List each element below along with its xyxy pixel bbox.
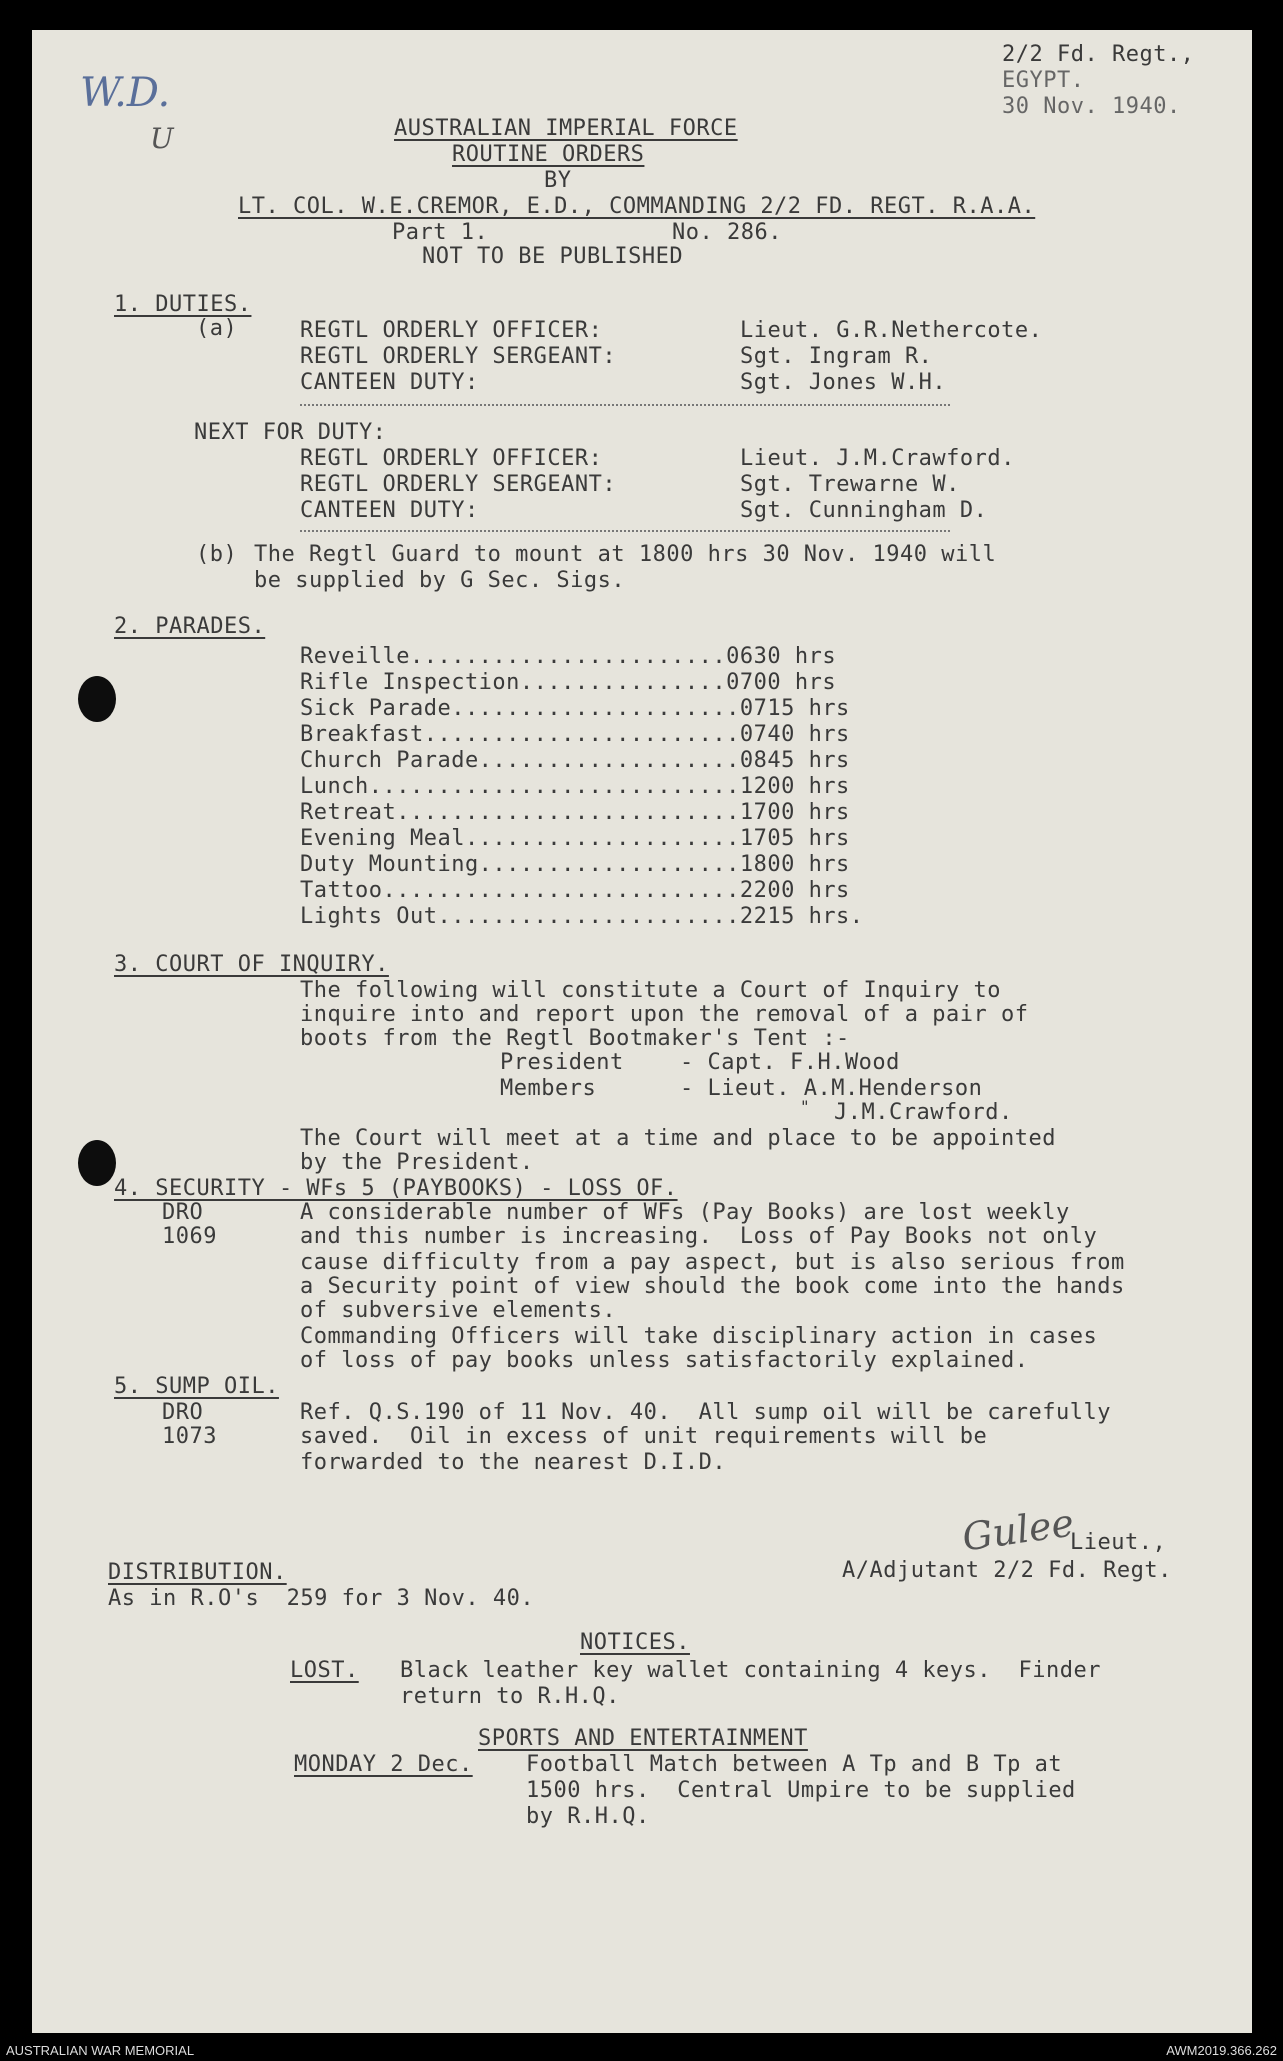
signature-scrawl: Gulee: [959, 1500, 1077, 1560]
title-orders: ROUTINE ORDERS: [452, 142, 645, 167]
title-commanding: LT. COL. W.E.CREMOR, E.D., COMMANDING 2/2 FD. REGT. R.A.A.: [238, 194, 1036, 219]
title-number: No. 286.: [672, 220, 782, 245]
notice-lost-line: return to R.H.Q.: [400, 1684, 620, 1709]
sports-heading: SPORTS AND ENTERTAINMENT: [478, 1726, 808, 1751]
parade-row: Tattoo..........................2200 hrs: [300, 878, 850, 903]
security-ref: 1069: [162, 1224, 217, 1249]
duty-label: REGTL ORDERLY OFFICER:: [300, 318, 603, 343]
security-line: of subversive elements.: [300, 1298, 617, 1323]
duty-label: REGTL ORDERLY OFFICER:: [300, 446, 603, 471]
parade-row: Church Parade...................0845 hrs: [300, 748, 850, 773]
section-sump-heading: 5. SUMP OIL.: [114, 1374, 279, 1399]
inquiry-line: The following will constitute a Court of Inquiry to: [300, 978, 1002, 1003]
parade-row: Lights Out......................2215 hrs.: [300, 904, 864, 929]
duty-label: REGTL ORDERLY SERGEANT:: [300, 344, 617, 369]
sump-line: forwarded to the nearest D.I.D.: [300, 1450, 727, 1475]
parade-row: Sick Parade.....................0715 hrs: [300, 696, 850, 721]
parade-row: Reveille.......................0630 hrs: [300, 644, 837, 669]
sports-line: 1500 hrs. Central Umpire to be supplied: [526, 1778, 1076, 1803]
sump-ref: 1073: [162, 1424, 217, 1449]
punch-hole: [78, 676, 116, 722]
inquiry-line: inquire into and report upon the removal of a pair of: [300, 1002, 1029, 1027]
header-place: EGYPT.: [1002, 68, 1085, 93]
sump-line: Ref. Q.S.190 of 11 Nov. 40. All sump oil will be carefully: [300, 1400, 1111, 1425]
duties-b-line: The Regtl Guard to mount at 1800 hrs 30 Nov. 1940 will: [254, 542, 997, 567]
inquiry-member2: J.M.Crawford.: [834, 1100, 1013, 1125]
sump-line: saved. Oil in excess of unit requirements will be: [300, 1424, 988, 1449]
distribution-line: As in R.O's 259 for 3 Nov. 40.: [108, 1586, 535, 1611]
header-date: 30 Nov. 1940.: [1002, 94, 1181, 119]
security-line: and this number is increasing. Loss of Pay Books not only: [300, 1224, 1098, 1249]
section-parades-heading: 2. PARADES.: [114, 614, 266, 639]
signature-title: A/Adjutant 2/2 Fd. Regt.: [842, 1558, 1172, 1583]
title-part: Part 1.: [392, 220, 489, 245]
title-force: AUSTRALIAN IMPERIAL FORCE: [394, 116, 738, 141]
duty-label: CANTEEN DUTY:: [300, 498, 479, 523]
parade-row: Breakfast.......................0740 hrs: [300, 722, 850, 747]
parade-row: Rifle Inspection...............0700 hrs: [300, 670, 837, 695]
section-security-heading: 4. SECURITY - WFs 5 (PAYBOOKS) - LOSS OF.: [114, 1176, 678, 1201]
duty-label: CANTEEN DUTY:: [300, 370, 479, 395]
parade-row: Retreat.........................1700 hrs: [300, 800, 850, 825]
next-for-duty-heading: NEXT FOR DUTY:: [194, 420, 387, 445]
duties-sub-a: (a): [196, 316, 238, 341]
document-page: [32, 30, 1252, 2033]
punch-hole: [78, 1140, 116, 1186]
parade-row: Duty Mounting...................1800 hrs: [300, 852, 850, 877]
duty-value: Sgt. Cunningham D.: [740, 498, 988, 523]
footer-right: AWM2019.366.262: [1166, 2043, 1277, 2058]
duty-label: REGTL ORDERLY SERGEANT:: [300, 472, 617, 497]
inquiry-line: boots from the Regtl Bootmaker's Tent :-: [300, 1026, 850, 1051]
inquiry-line: The Court will meet at a time and place to be appointed: [300, 1126, 1056, 1151]
parade-row: Lunch...........................1200 hrs: [300, 774, 850, 799]
notice-lost-label: LOST.: [290, 1658, 359, 1683]
title-not-published: NOT TO BE PUBLISHED: [422, 244, 684, 269]
security-line: A considerable number of WFs (Pay Books) are lost weekly: [300, 1200, 1070, 1225]
sports-line: by R.H.Q.: [526, 1804, 650, 1829]
inquiry-ditto: ": [800, 1097, 811, 1116]
duty-value: Lieut. J.M.Crawford.: [740, 446, 1015, 471]
notices-heading: NOTICES.: [580, 1630, 690, 1655]
signature-rank: Lieut.,: [1070, 1530, 1167, 1555]
security-line: Commanding Officers will take disciplinary action in cases: [300, 1324, 1098, 1349]
inquiry-line: by the President.: [300, 1150, 534, 1175]
duty-value: Sgt. Ingram R.: [740, 344, 933, 369]
security-line: cause difficulty from a pay aspect, but is also serious from: [300, 1250, 1125, 1275]
section-duties-heading: 1. DUTIES.: [114, 292, 252, 317]
dotted-rule: [300, 404, 950, 406]
duty-value: Lieut. G.R.Nethercote.: [740, 318, 1043, 343]
security-ref: DRO: [162, 1200, 204, 1225]
footer-left: AUSTRALIAN WAR MEMORIAL: [6, 2043, 195, 2058]
sports-line: Football Match between A Tp and B Tp at: [526, 1752, 1063, 1777]
inquiry-members-label: Members: [500, 1076, 597, 1101]
duty-value: Sgt. Jones W.H.: [740, 370, 947, 395]
inquiry-president-label: President: [500, 1050, 624, 1075]
header-unit: 2/2 Fd. Regt.,: [1002, 42, 1195, 67]
parade-row: Evening Meal....................1705 hrs: [300, 826, 850, 851]
dotted-rule: [300, 530, 950, 532]
title-by: BY: [544, 168, 572, 193]
duty-value: Sgt. Trewarne W.: [740, 472, 960, 497]
inquiry-president-value: - Capt. F.H.Wood: [680, 1050, 900, 1075]
notice-lost-line: Black leather key wallet containing 4 keys. Finder: [400, 1658, 1102, 1683]
security-line: of loss of pay books unless satisfactorily explained.: [300, 1348, 1029, 1373]
duties-sub-b: (b): [196, 542, 238, 567]
sports-day: MONDAY 2 Dec.: [294, 1752, 473, 1777]
section-inquiry-heading: 3. COURT OF INQUIRY.: [114, 952, 389, 977]
inquiry-members-value: - Lieut. A.M.Henderson: [680, 1076, 983, 1101]
sump-ref: DRO: [162, 1400, 204, 1425]
duties-b-line: be supplied by G Sec. Sigs.: [254, 568, 626, 593]
handwritten-mark: W.D.: [80, 70, 171, 116]
distribution-heading: DISTRIBUTION.: [108, 1560, 287, 1585]
handwritten-mark-small: U: [150, 122, 174, 155]
security-line: a Security point of view should the book come into the hands: [300, 1274, 1125, 1299]
